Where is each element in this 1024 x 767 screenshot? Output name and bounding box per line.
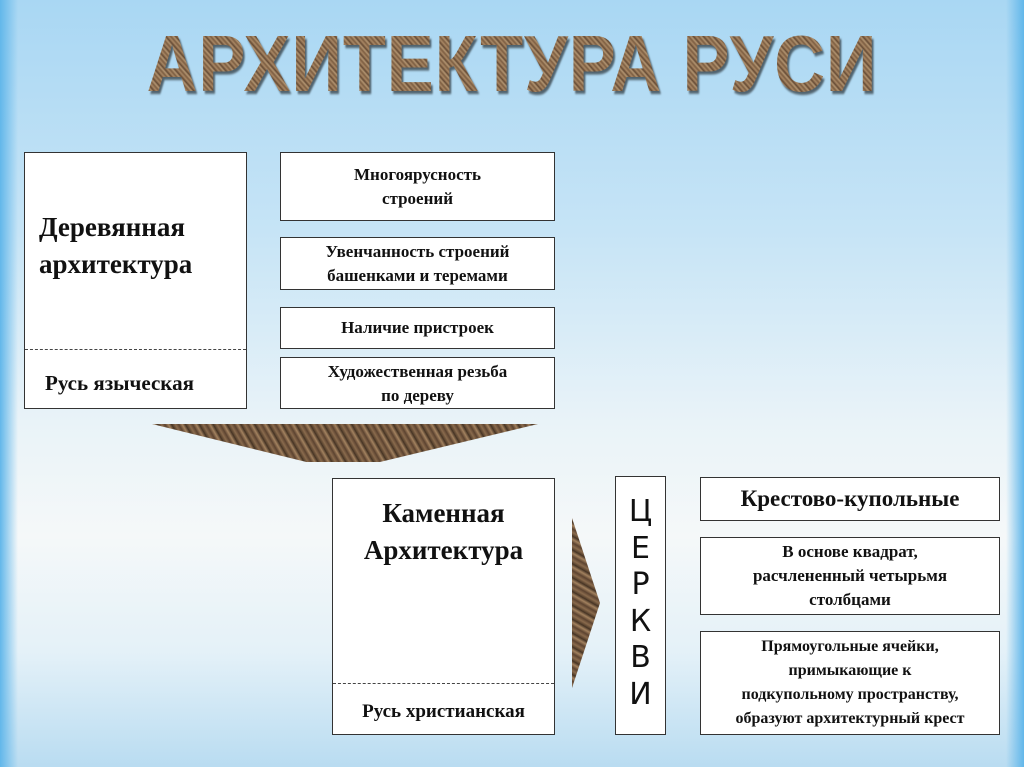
wooden-feature-3 <box>280 307 555 349</box>
church-feature-3 <box>700 631 1000 735</box>
church-feature-2 <box>700 537 1000 615</box>
stone-heading <box>333 495 554 569</box>
slide-title: АРХИТЕКТУРА РУСИ <box>61 18 962 110</box>
churches-box <box>615 476 666 735</box>
right-edge-decoration <box>1006 0 1024 767</box>
stone-architecture-box <box>332 478 555 735</box>
wooden-heading-line1: Деревянная <box>39 212 185 242</box>
wooden-heading-line2: архитектура <box>39 249 193 279</box>
churches-letter: В <box>630 640 651 675</box>
churches-letter: Е <box>631 530 650 566</box>
churches-letter: И <box>629 676 652 712</box>
wooden-feature-4 <box>280 357 555 409</box>
church-feature-1 <box>700 477 1000 521</box>
churches-letter: Ц <box>628 494 653 529</box>
stone-divider <box>333 683 554 684</box>
stone-period: Русь христианская <box>362 701 525 722</box>
churches-letter: К <box>629 603 652 639</box>
church-feature-1-line1: Крестово-купольные <box>740 486 960 511</box>
wooden-feature-2-line1: Увенчанность строений <box>325 242 510 261</box>
wooden-feature-2 <box>280 237 555 290</box>
church-feature-3-line3: подкупольному пространству, <box>741 686 959 703</box>
stone-heading-line1: Каменная <box>382 498 505 528</box>
church-feature-2-line1: В основе квадрат, <box>782 542 918 561</box>
wooden-architecture-box <box>24 152 247 409</box>
church-feature-2-line3: столбцами <box>809 590 891 609</box>
church-feature-3-line2: примыкающие к <box>788 662 912 679</box>
left-edge-decoration <box>0 0 18 767</box>
wooden-feature-4-line2: по дереву <box>381 386 454 405</box>
right-arrow-icon <box>572 518 600 688</box>
churches-letter: Р <box>631 567 650 602</box>
wooden-feature-1-line2: строений <box>382 189 453 208</box>
wooden-feature-1 <box>280 152 555 221</box>
wooden-divider <box>25 349 246 350</box>
wooden-feature-3-line1: Наличие пристроек <box>341 318 494 337</box>
down-arrow-icon <box>152 424 538 462</box>
stone-heading-line2: Архитектура <box>363 535 524 565</box>
wooden-period: Русь языческая <box>45 371 194 395</box>
wooden-feature-4-line1: Художественная резьба <box>327 362 508 381</box>
church-feature-3-line4: образуют архитектурный крест <box>735 710 965 727</box>
wooden-heading <box>39 209 192 283</box>
church-feature-3-line1: Прямоугольные ячейки, <box>761 638 939 655</box>
wooden-feature-1-line1: Многоярусность <box>354 165 481 184</box>
church-feature-2-line2: расчлененный четырьмя <box>752 566 948 585</box>
wooden-feature-2-line2: башенками и теремами <box>327 266 508 285</box>
